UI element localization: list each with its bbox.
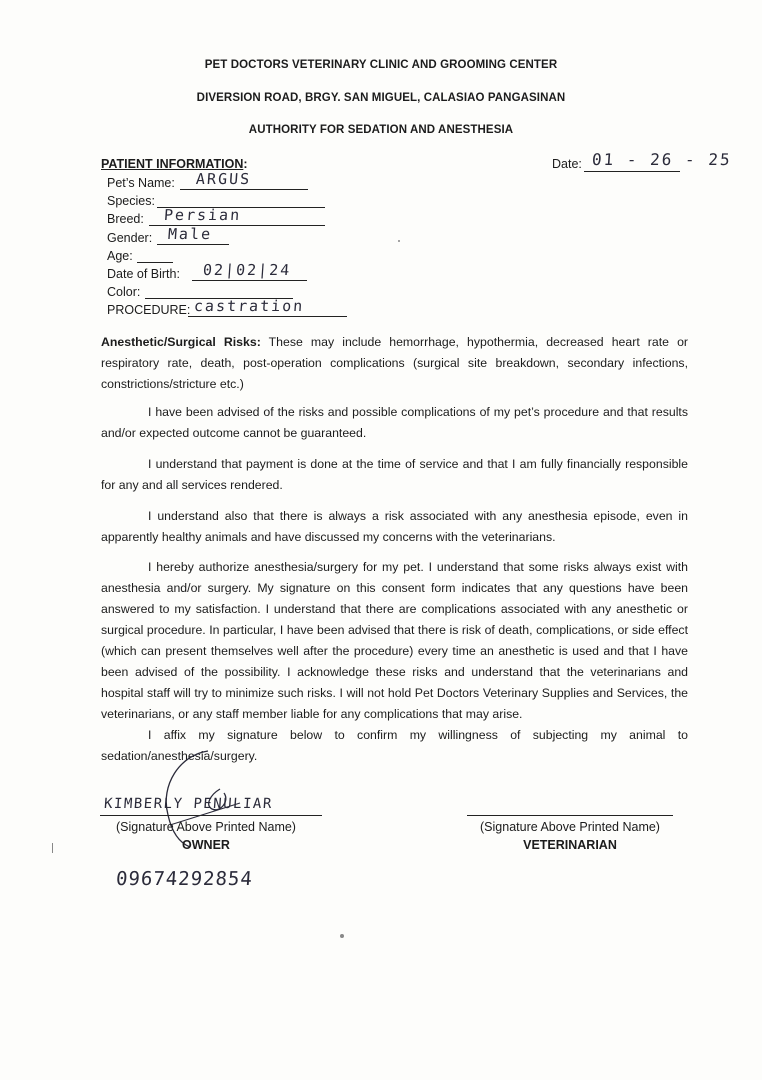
age-line [137, 262, 173, 263]
date-line [584, 171, 680, 172]
procedure-label: PROCEDURE: [107, 303, 191, 317]
procedure-line [188, 316, 347, 317]
pets-name-field[interactable]: ARGUS [195, 170, 252, 188]
pets-name-line [180, 189, 308, 190]
patient-info-heading [101, 157, 248, 171]
clinic-name: PET DOCTORS VETERINARY CLINIC AND GROOMING CENTER [204, 59, 558, 71]
owner-signature-caption: (Signature Above Printed Name) [116, 820, 296, 834]
breed-label: Breed: [107, 212, 144, 226]
owner-signature-line [100, 815, 322, 816]
dob-line [192, 280, 307, 281]
procedure-field[interactable]: castration [193, 297, 305, 315]
age-label: Age: [107, 249, 133, 263]
form-title: AUTHORITY FOR SEDATION AND ANESTHESIA [248, 124, 514, 136]
patient-info-colon: : [243, 157, 248, 171]
dob-label: Date of Birth: [107, 267, 180, 281]
color-label: Color: [107, 285, 141, 299]
gender-line [157, 244, 229, 245]
risks-label: Anesthetic/Surgical Risks: [101, 335, 261, 349]
paragraph-affix: I affix my signature below to confirm my willingness of subjecting my animal to sedation/anesthesia/surgery. [101, 728, 688, 763]
scan-speck [340, 934, 344, 938]
paragraph-authorize: I hereby authorize anesthesia/surgery for my pet. I understand that some risks always exist with anesthesia and/or surgery. My signature on this consent form indicates that any questions have been answered to my satisfaction. I understand that there are complications associated with any anesthetic or surgical procedure. In particular, I have been advised that there is risk of death, complications, or side effect (which can present themselves well after the procedure) every time an anesthetic is used and that I have been advised of the possibility. I acknowledge these risks and understand that the veterinarians and hospital staff will try to minimize such risks. I will not hold Pet Doctors Veterinary Supplies and Services, the veterinarians, or any staff member liable for any complications that may arise. [101, 560, 688, 721]
dob-field[interactable]: 02|02|24 [202, 261, 292, 279]
breed-field[interactable]: Persian [163, 206, 242, 224]
paragraph-risk: I understand also that there is always a risk associated with any anesthesia episode, even in apparently healthy animals and have discussed my concerns with the veterinarians. [101, 509, 688, 544]
vet-role: VETERINARIAN [523, 838, 617, 852]
owner-printed-name[interactable]: KIMBERLY PENULIAR [103, 796, 274, 812]
owner-phone[interactable]: 09674292854 [115, 868, 254, 890]
risks-text: These may include hemorrhage, hypothermia, decreased heart rate or respiratory rate, death, post-operation complications (surgical site breakdown, secondary infections, constrictions/stricture etc.) [101, 335, 688, 391]
species-label: Species: [107, 194, 155, 208]
vet-signature-caption: (Signature Above Printed Name) [480, 820, 660, 834]
gender-label: Gender: [107, 231, 153, 245]
clinic-address: DIVERSION ROAD, BRGY. SAN MIGUEL, CALASIAO PANGASINAN [196, 92, 566, 104]
owner-role: OWNER [182, 838, 230, 852]
date-label: Date: [552, 157, 582, 171]
risks-paragraph [101, 332, 688, 395]
paragraph-advised: I have been advised of the risks and possible complications of my pet’s procedure and that results and/or expected outcome cannot be guaranteed. [101, 405, 688, 440]
paragraph-payment: I understand that payment is done at the time of service and that I am fully financially responsible for any and all services rendered. [101, 457, 688, 492]
vet-signature-line [467, 815, 673, 816]
date-value[interactable]: 01 - 26 - 25 [591, 150, 733, 169]
gender-field[interactable]: Male [167, 225, 213, 243]
scan-speck [52, 843, 53, 853]
pets-name-label: Pet’s Name: [107, 176, 175, 190]
scan-speck [398, 240, 400, 242]
patient-info-label: PATIENT INFORMATION [101, 157, 244, 171]
